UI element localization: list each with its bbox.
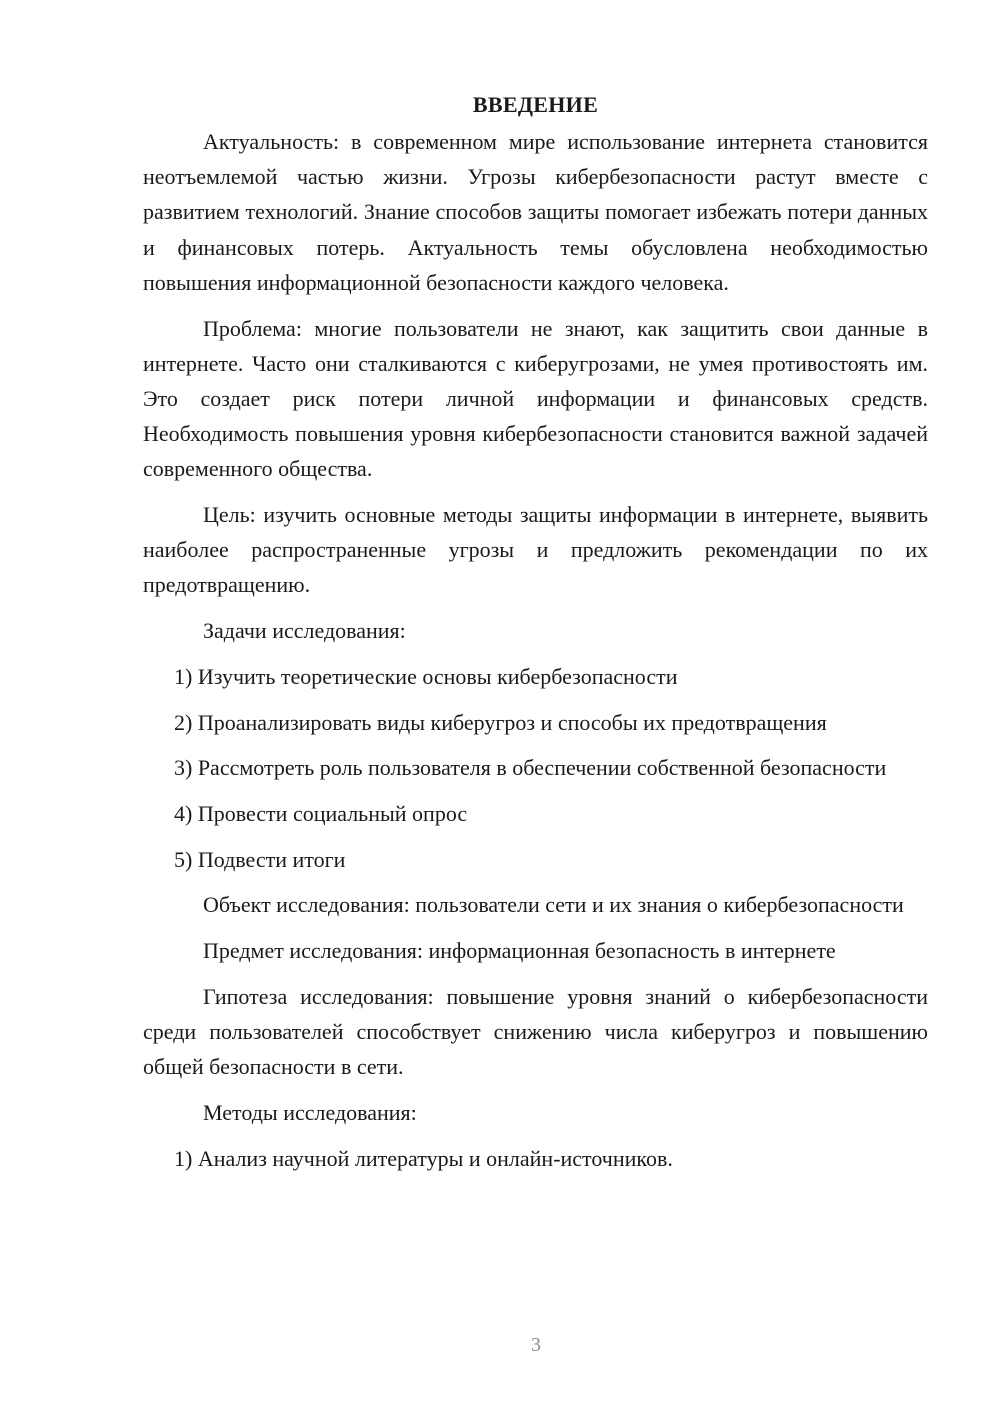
relevance-paragraph: Актуальность: в современном мире использование интернета становится неотъемлемой частью жизни. Угрозы кибербезопасности растут вместе с развитием технологий. Знание способов защиты помогает избежать потери данных и финансовых потерь. Актуальность темы обусловлена необходимостью повышения информационной безопасности каждого человека. (143, 129, 928, 295)
section-title: ВВЕДЕНИЕ (472, 92, 599, 117)
document-page (143, 90, 928, 1186)
method-item-1: 1) Анализ научной литературы и онлайн-источников. (174, 1145, 673, 1171)
task-item-4: 4) Провести социальный опрос (174, 800, 468, 826)
task-item-1: 1) Изучить теоретические основы кибербезопасности (174, 663, 678, 689)
page-number: 3 (531, 1334, 541, 1356)
problem-paragraph: Проблема: многие пользователи не знают, как защитить свои данные в интернете. Часто они сталкиваются с киберугрозами, не умея противостоять им. Это создает риск потери личной информации и финансовых средств. Необходимость повышения уровня кибербезопасности становится важной задачей современного общества. (143, 315, 928, 482)
methods-heading: Методы исследования: (203, 1099, 417, 1125)
object-paragraph: Объект исследования: пользователи сети и их знания о кибербезопасности (203, 892, 904, 918)
hypothesis-paragraph: Гипотеза исследования: повышение уровня знаний о кибербезопасности среди пользователей способствует снижению числа киберугроз и повышению общей безопасности в сети. (143, 983, 928, 1080)
subject-paragraph: Предмет исследования: информационная безопасность в интернете (203, 938, 836, 964)
tasks-heading: Задачи исследования: (203, 618, 406, 644)
goal-paragraph: Цель: изучить основные методы защиты информации в интернете, выявить наиболее распространенные угрозы и предложить рекомендации по их предотвращению. (143, 502, 928, 598)
task-item-5: 5) Подвести итоги (174, 846, 346, 872)
task-item-2: 2) Проанализировать виды киберугроз и способы их предотвращения (174, 709, 827, 735)
task-item-3: 3) Рассмотреть роль пользователя в обеспечении собственной безопасности (174, 755, 887, 781)
